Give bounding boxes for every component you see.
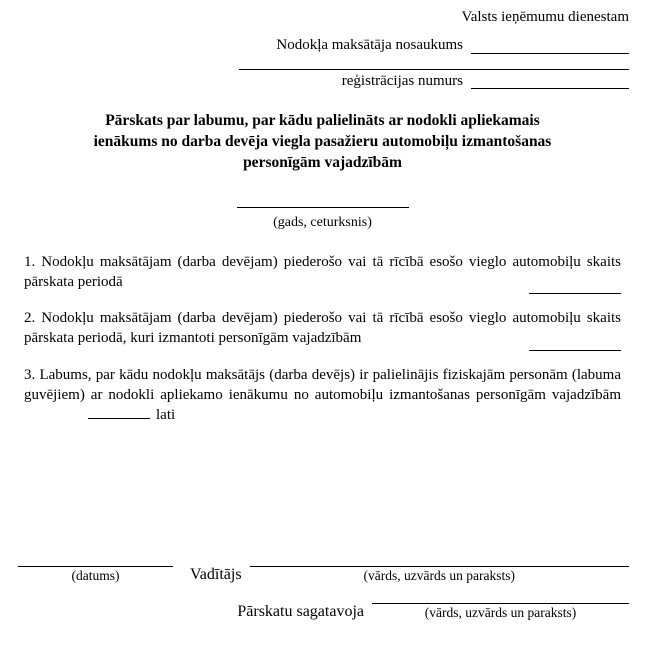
manager-field-group — [250, 553, 645, 584]
preparer-label: Pārskatu sagatavoja — [237, 603, 364, 620]
item-2-answer-input[interactable] — [529, 339, 621, 351]
registration-number-row — [0, 73, 645, 90]
addressee-line: Valsts ieņēmumu dienestam — [461, 9, 629, 25]
registration-number-input[interactable] — [471, 76, 629, 89]
taxpayer-name-label: Nodokļa maksātāja nosaukums — [276, 37, 463, 53]
page-title — [42, 111, 603, 174]
item-1-body: Nodokļu maksātājam (darba devējam) piederošo vai tā rīcībā esošo vieglo automobiļu skaits pārskata periodā — [24, 253, 621, 290]
list-item — [24, 366, 621, 425]
period-caption: (gads, ceturksnis) — [273, 214, 372, 230]
taxpayer-name-input[interactable] — [471, 41, 629, 54]
item-3-answer-input[interactable] — [88, 407, 150, 419]
item-3-number: 3. — [24, 366, 36, 383]
item-3-body: Labums, par kādu nodokļu maksātājs (darba devējs) ir palielinājis fiziskajām personām (labuma guvējiem) ar nodokli apliekamo ienākumu no automobiļu izmantošanas personīgām vajadzībām — [24, 366, 621, 403]
manager-signature-row — [0, 553, 645, 584]
item-2-number: 2. — [24, 310, 36, 327]
period-input[interactable] — [237, 194, 409, 208]
preparer-caption: (vārds, uzvārds un paraksts) — [424, 605, 577, 620]
date-caption: (datums) — [71, 568, 120, 583]
taxpayer-name-row-continued — [0, 57, 645, 70]
list-item — [24, 309, 621, 349]
date-field-group — [0, 553, 190, 584]
period-block — [0, 194, 645, 231]
item-1-answer-input[interactable] — [529, 282, 621, 294]
preparer-signature-row — [0, 590, 645, 621]
questions-list — [24, 253, 621, 426]
item-3-unit: lati — [156, 406, 176, 423]
page-title-line-3: personīgām vajadzībām — [243, 153, 402, 171]
registration-number-label: reģistrācijas numurs — [341, 72, 463, 89]
preparer-field-group — [372, 590, 645, 621]
item-2-body: Nodokļu maksātājam (darba devējam) piederošo vai tā rīcībā esošo vieglo automobiļu skaits pārskata periodā, kuri izmantoti personīgām vajadzībām — [24, 310, 621, 347]
date-input[interactable] — [18, 553, 173, 567]
item-3-text — [24, 366, 621, 425]
taxpayer-name-row — [0, 37, 645, 54]
list-item — [24, 253, 621, 293]
manager-label: Vadītājs — [190, 566, 242, 583]
taxpayer-name-input-line2[interactable] — [239, 57, 629, 70]
item-1-number: 1. — [24, 253, 36, 270]
signature-block — [0, 553, 645, 621]
manager-input[interactable] — [250, 553, 629, 567]
preparer-input[interactable] — [372, 590, 629, 604]
page-title-line-1: Pārskats par labumu, par kādu palielināts ar nodokli apliekamais — [105, 112, 540, 129]
manager-caption: (vārds, uzvārds un paraksts) — [363, 568, 515, 583]
page-title-line-2: ienākums no darba devēja viegla pasažieru automobiļu izmantošanas — [93, 132, 552, 150]
